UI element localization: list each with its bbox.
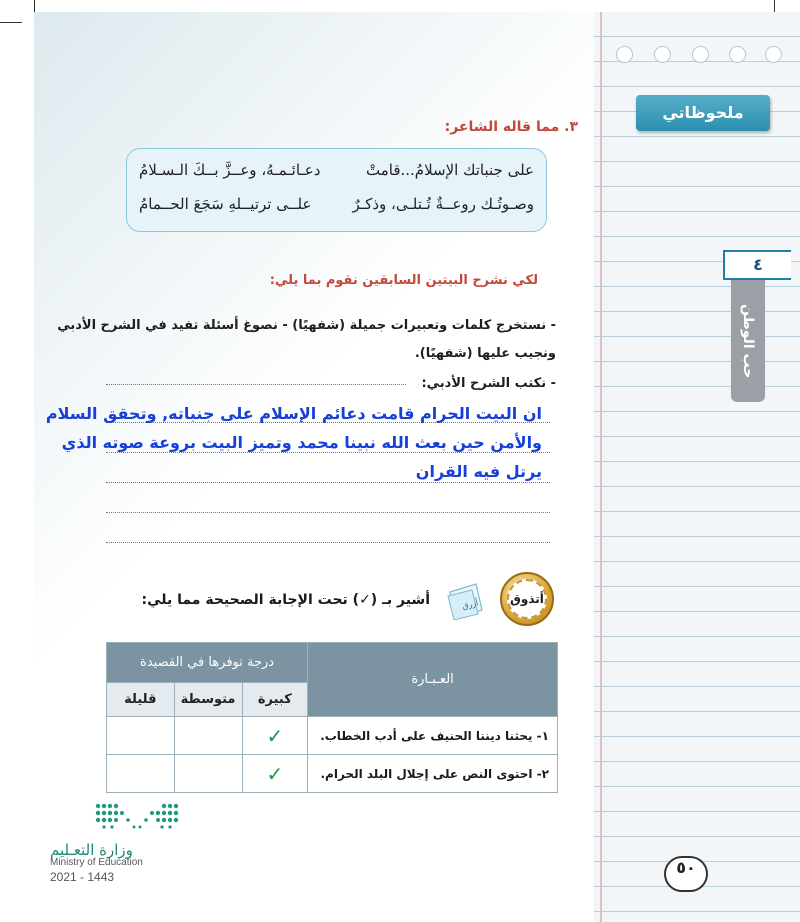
degree-header: درجة توفرها في القصيدة — [107, 643, 308, 683]
unit-title-tab — [731, 280, 765, 402]
level-medium: متوسطة — [174, 683, 242, 717]
statement-1: ١- يحثنا ديننا الحنيف على أدب الخطاب. — [308, 717, 558, 755]
card-icon — [446, 582, 486, 620]
check-cell[interactable] — [107, 755, 175, 793]
statement-header: العـبـارة — [308, 643, 558, 717]
binder-hole — [616, 46, 633, 63]
verse-1-first: على جنباتك الإسلامُ...قامتْ — [365, 161, 534, 179]
table-row — [107, 755, 558, 793]
page-number: ٥٠ — [664, 856, 708, 892]
check-cell[interactable] — [174, 755, 242, 793]
edition-year: 2021 - 1443 — [50, 870, 115, 884]
step-2: - نكتب الشرح الأدبي: — [421, 376, 556, 391]
verse-2-first: وصـوتُـك روعــةٌ تُـتلـى، وذكـرٌ — [352, 195, 534, 213]
evaluation-table — [106, 642, 558, 793]
unit-title: حب الوطن — [740, 303, 756, 379]
writing-line — [106, 482, 550, 483]
writing-line — [106, 542, 550, 543]
ministry-name-english: Ministry of Education — [50, 857, 143, 868]
crop-mark — [0, 22, 22, 23]
section-heading: ٣. مما قاله الشاعر: — [444, 119, 578, 135]
notes-margin-line — [600, 12, 602, 922]
check-cell[interactable] — [174, 717, 242, 755]
explanation-intro: لكي نشرح البيتين السابقين نقوم بما يلي: — [269, 273, 538, 288]
check-cell[interactable] — [107, 717, 175, 755]
table-row — [107, 717, 558, 755]
check-cell[interactable]: ✓ — [242, 717, 308, 755]
writing-line — [106, 384, 406, 385]
poem-box — [126, 148, 547, 232]
binder-hole — [654, 46, 671, 63]
exercise-instruction: أشير بـ (✓) تحت الإجابة الصحيحة مما يلي: — [141, 592, 430, 608]
verse-1-second: دعـائـمـهُ، وعــزَّ بــكَ الـسـلامُ — [139, 161, 321, 179]
step-1-line-2: ونجيب عليها (شفهيًا). — [414, 346, 556, 361]
ministry-name-arabic: وزارة التعـليم — [50, 841, 133, 859]
verse-2-second: علــى ترتيــلهِ سَجَعَ الحــمامُ — [139, 195, 312, 213]
statement-2: ٢- احتوى النص على إجلال البلد الحرام. — [308, 755, 558, 793]
notes-panel — [594, 12, 800, 922]
level-high: كبيرة — [242, 683, 308, 717]
binder-hole — [729, 46, 746, 63]
answer-line-3[interactable]: يرتل فيه القران — [415, 462, 542, 481]
binder-hole — [692, 46, 709, 63]
taste-badge — [500, 572, 554, 626]
binder-hole — [765, 46, 782, 63]
ministry-logo-icon — [92, 800, 182, 830]
answer-line-1[interactable]: ان البيت الحرام قامت دعائم الإسلام على جنباته, وتحقق السلام — [45, 404, 542, 423]
answer-line-2[interactable]: والأمن حين بعث الله نبينا محمد وتميز البيت بروعة صوته الذي — [61, 433, 542, 452]
notes-tab: ملحوظاتي — [636, 95, 770, 131]
check-cell[interactable]: ✓ — [242, 755, 308, 793]
card-icon-label: أزرق — [461, 598, 480, 611]
level-low: قليلة — [107, 683, 175, 717]
taste-badge-label: أتذوق — [507, 579, 547, 619]
writing-line — [106, 512, 550, 513]
step-1-line-1: - نستخرج كلمات وتعبيرات جميلة (شفهيًا) - نصوغ أسئلة تفيد في الشرح الأدبي — [57, 318, 556, 333]
unit-number: ٤ — [723, 250, 791, 280]
writing-line — [106, 452, 550, 453]
